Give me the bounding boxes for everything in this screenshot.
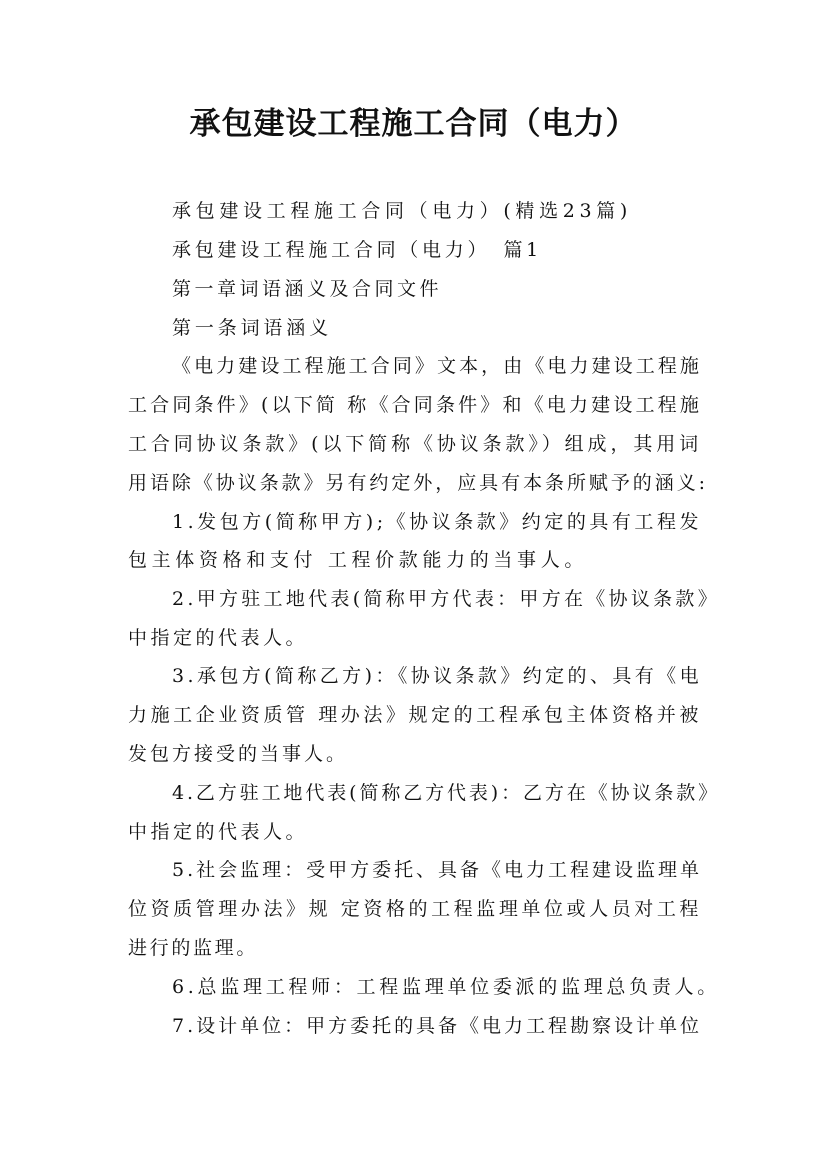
paragraph-line: 工合同条件》(以下简 称《合同条件》和《电力建设工程施: [128, 394, 702, 416]
doc-subtitle-line: 承包建设工程施工合同（电力）(精选23篇): [172, 200, 632, 222]
list-item-line: 1.发包方(简称甲方);《协议条款》约定的具有工程发: [172, 511, 702, 533]
document-title: 承包建设工程施工合同（电力）: [189, 106, 638, 142]
list-item-line: 进行的监理。: [128, 937, 258, 959]
list-item-line: 发包方接受的当事人。: [128, 743, 348, 765]
article-heading: 第一条词语涵义: [172, 317, 332, 339]
list-item-line: 4.乙方驻工地代表(简称乙方代表)：乙方在《协议条款》: [172, 782, 720, 804]
paragraph-line: 工合同协议条款》(以下简称《协议条款》）组成，其用词: [128, 433, 702, 455]
list-item-line: 中指定的代表人。: [128, 821, 308, 843]
list-item-line: 2.甲方驻工地代表(简称甲方代表：甲方在《协议条款》: [172, 588, 720, 610]
list-item-line: 包主体资格和支付 工程价款能力的当事人。: [128, 549, 588, 571]
list-item-line: 6.总监理工程师：工程监理单位委派的监理总负责人。: [172, 976, 720, 998]
chapter-heading: 第一章词语涵义及合同文件: [172, 278, 442, 300]
list-item-line: 3.承包方(简称乙方)：《协议条款》约定的、具有《电: [172, 665, 702, 687]
list-item-line: 力施工企业资质管 理办法》规定的工程承包主体资格并被: [128, 704, 702, 726]
paragraph-line: 用语除《协议条款》另有约定外，应具有本条所赋予的涵义:: [128, 472, 708, 494]
list-item-line: 5.社会监理：受甲方委托、具备《电力工程建设监理单: [172, 859, 702, 881]
doc-section-heading: 承包建设工程施工合同（电力） 篇1: [172, 239, 542, 261]
list-item-line: 7.设计单位：甲方委托的具备《电力工程勘察设计单位: [172, 1015, 702, 1037]
list-item-line: 中指定的代表人。: [128, 627, 308, 649]
paragraph-line: 《电力建设工程施工合同》文本，由《电力建设工程施: [172, 355, 702, 377]
list-item-line: 位资质管理办法》规 定资格的工程监理单位或人员对工程: [128, 898, 702, 920]
